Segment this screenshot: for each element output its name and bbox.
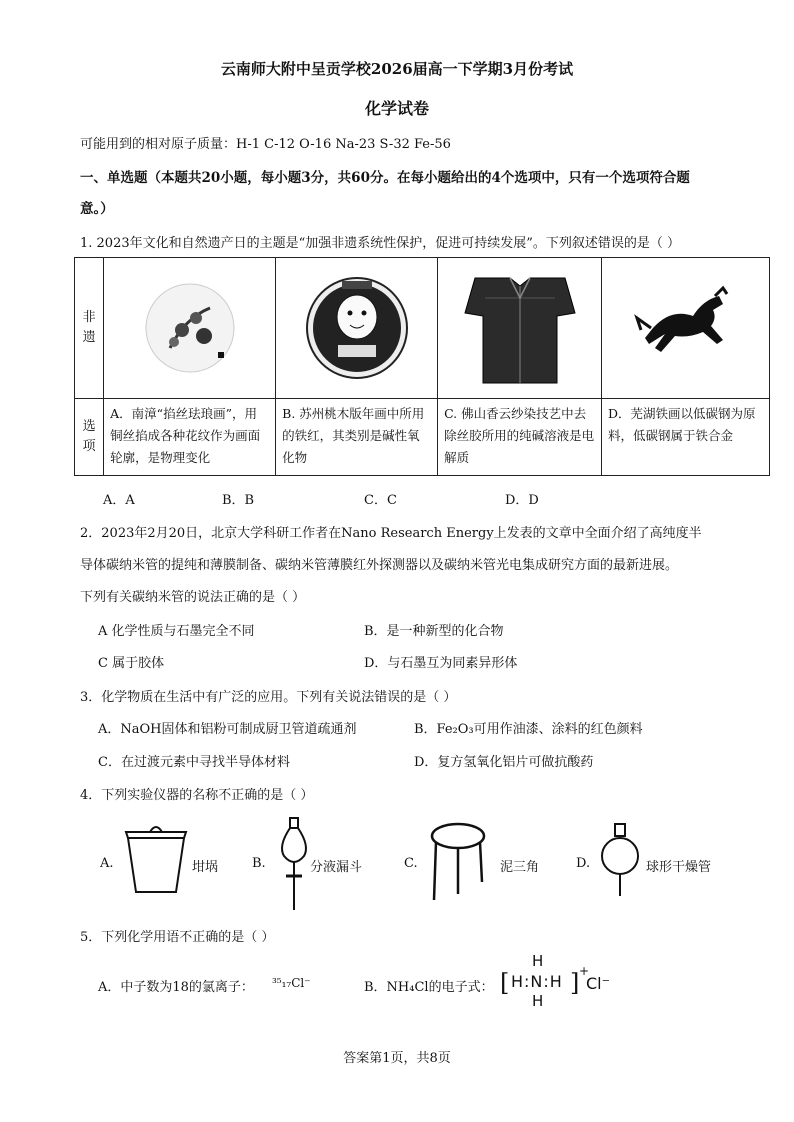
q2-stem-line2: 导体碳纳米管的提纯和薄膜制备、碳纳米管薄膜红外探测器以及碳纳米管光电集成研究方面的最新进展。 bbox=[80, 558, 679, 573]
hydrogen-bottom: H bbox=[532, 992, 544, 1010]
nitrogen-row: H:N:H bbox=[511, 972, 563, 991]
page-footer: 答案第1页，共8页 bbox=[343, 1051, 451, 1066]
q5-option-a[interactable]: A．中子数为18的氯离子： bbox=[98, 980, 254, 995]
q4-stem: 4．下列实验仪器的名称不正确的是（ ） bbox=[80, 788, 314, 803]
q1-option-d-text: D．芜湖铁画以低碳钢为原料，低碳钢属于铁合金 bbox=[602, 399, 770, 476]
q3-option-c[interactable]: C．在过渡元素中寻找半导体材料 bbox=[98, 755, 290, 770]
q4-name-a: 坩埚 bbox=[192, 860, 219, 875]
q4-letter-a[interactable]: A. bbox=[100, 856, 114, 871]
iron-horse-painting-image bbox=[631, 278, 741, 378]
q4-name-c: 泥三角 bbox=[500, 860, 540, 875]
image-cell-c bbox=[438, 258, 602, 399]
row-label-heritage: 非遗 bbox=[75, 258, 104, 399]
school-title: 云南师大附中呈贡学校2026届高一下学期3月份考试 bbox=[220, 60, 574, 78]
q2-stem-line3: 下列有关碳纳米管的说法正确的是（ ） bbox=[80, 590, 306, 605]
image-cell-d bbox=[602, 258, 770, 399]
q3-stem: 3．化学物质在生活中有广泛的应用。下列有关说法错误的是（ ） bbox=[80, 690, 457, 705]
q4-letter-d[interactable]: D. bbox=[576, 856, 591, 871]
image-cell-a bbox=[104, 258, 276, 399]
crucible-icon bbox=[124, 822, 188, 896]
q4-name-d: 球形干燥管 bbox=[646, 860, 712, 875]
hydrogen-top: H bbox=[532, 952, 544, 970]
ammonium-chloride-electron-formula bbox=[500, 952, 620, 1018]
drying-tube-icon bbox=[600, 822, 640, 898]
q4-letter-b[interactable]: B. bbox=[252, 856, 266, 871]
flower-painting-image bbox=[140, 278, 240, 378]
chloride-ion-formula: ³⁵₁₇Cl⁻ bbox=[272, 976, 311, 990]
silk-garment-image bbox=[455, 268, 585, 388]
atomic-masses: 可能用到的相对原子质量：H-1 C-12 O-16 Na-23 S-32 Fe-56 bbox=[80, 137, 451, 152]
subject-title: 化学试卷 bbox=[364, 99, 429, 118]
bracket-right: ] bbox=[570, 969, 580, 997]
q1-table bbox=[74, 257, 770, 476]
q5-option-b[interactable]: B．NH₄Cl的电子式： bbox=[364, 980, 494, 995]
q1-option-b-text: B. 苏州桃木版年画中所用的铁红，其类别是碱性氧化物 bbox=[276, 399, 438, 476]
q1-option-c-text: C. 佛山香云纱染技艺中去除丝胶所用的纯碱溶液是电解质 bbox=[438, 399, 602, 476]
q4-name-b: 分液漏斗 bbox=[310, 860, 363, 875]
q2-option-b[interactable]: B．是一种新型的化合物 bbox=[364, 624, 504, 639]
q1-option-a-text: A．南漳“掐丝珐琅画”，用铜丝掐成各种花纹作为画面轮廓，是物理变化 bbox=[104, 399, 276, 476]
section-heading: 一、单选题（本题共20小题，每小题3分，共60分。在每小题给出的4个选项中，只有一个选项符合题 bbox=[80, 170, 690, 186]
q1-stem: 1. 2023年文化和自然遗产日的主题是“加强非遗系统性保护，促进可持续发展”。下列叙述错误的是（ ） bbox=[80, 236, 681, 251]
chloride-anion: Cl⁻ bbox=[586, 974, 611, 993]
q2-option-a[interactable]: A 化学性质与石墨完全不同 bbox=[98, 624, 255, 639]
q2-stem-line1: 2．2023年2月20日，北京大学科研工作者在Nano Research Energy上发表的文章中全面介绍了高纯度半 bbox=[80, 526, 702, 541]
q1-choice-a[interactable]: A．A bbox=[103, 493, 135, 508]
cation-charge: + bbox=[579, 964, 590, 978]
clay-triangle-icon bbox=[428, 822, 488, 902]
q5-stem: 5．下列化学用语不正确的是（ ） bbox=[80, 930, 275, 945]
q3-option-a[interactable]: A．NaOH固体和铝粉可制成厨卫管道疏通剂 bbox=[98, 722, 357, 737]
q3-option-d[interactable]: D．复方氢氧化铝片可做抗酸药 bbox=[414, 755, 594, 770]
bracket-left: [ bbox=[500, 969, 510, 997]
q3-option-b[interactable]: B．Fe₂O₃可用作油漆、涂料的红色颜料 bbox=[414, 722, 643, 737]
row-label-options: 选项 bbox=[75, 399, 104, 476]
q1-choice-c[interactable]: C．C bbox=[364, 493, 397, 508]
q4-letter-c[interactable]: C. bbox=[404, 856, 418, 871]
image-cell-b bbox=[276, 258, 438, 399]
q1-choice-d[interactable]: D．D bbox=[505, 493, 539, 508]
section-heading-cont: 意。） bbox=[80, 201, 114, 217]
new-year-painting-image bbox=[302, 273, 412, 383]
q2-option-d[interactable]: D．与石墨互为同素异形体 bbox=[364, 656, 518, 671]
separatory-funnel-icon bbox=[276, 816, 312, 912]
q1-choice-b[interactable]: B．B bbox=[222, 493, 255, 508]
q2-option-c[interactable]: C 属于胶体 bbox=[98, 656, 165, 671]
